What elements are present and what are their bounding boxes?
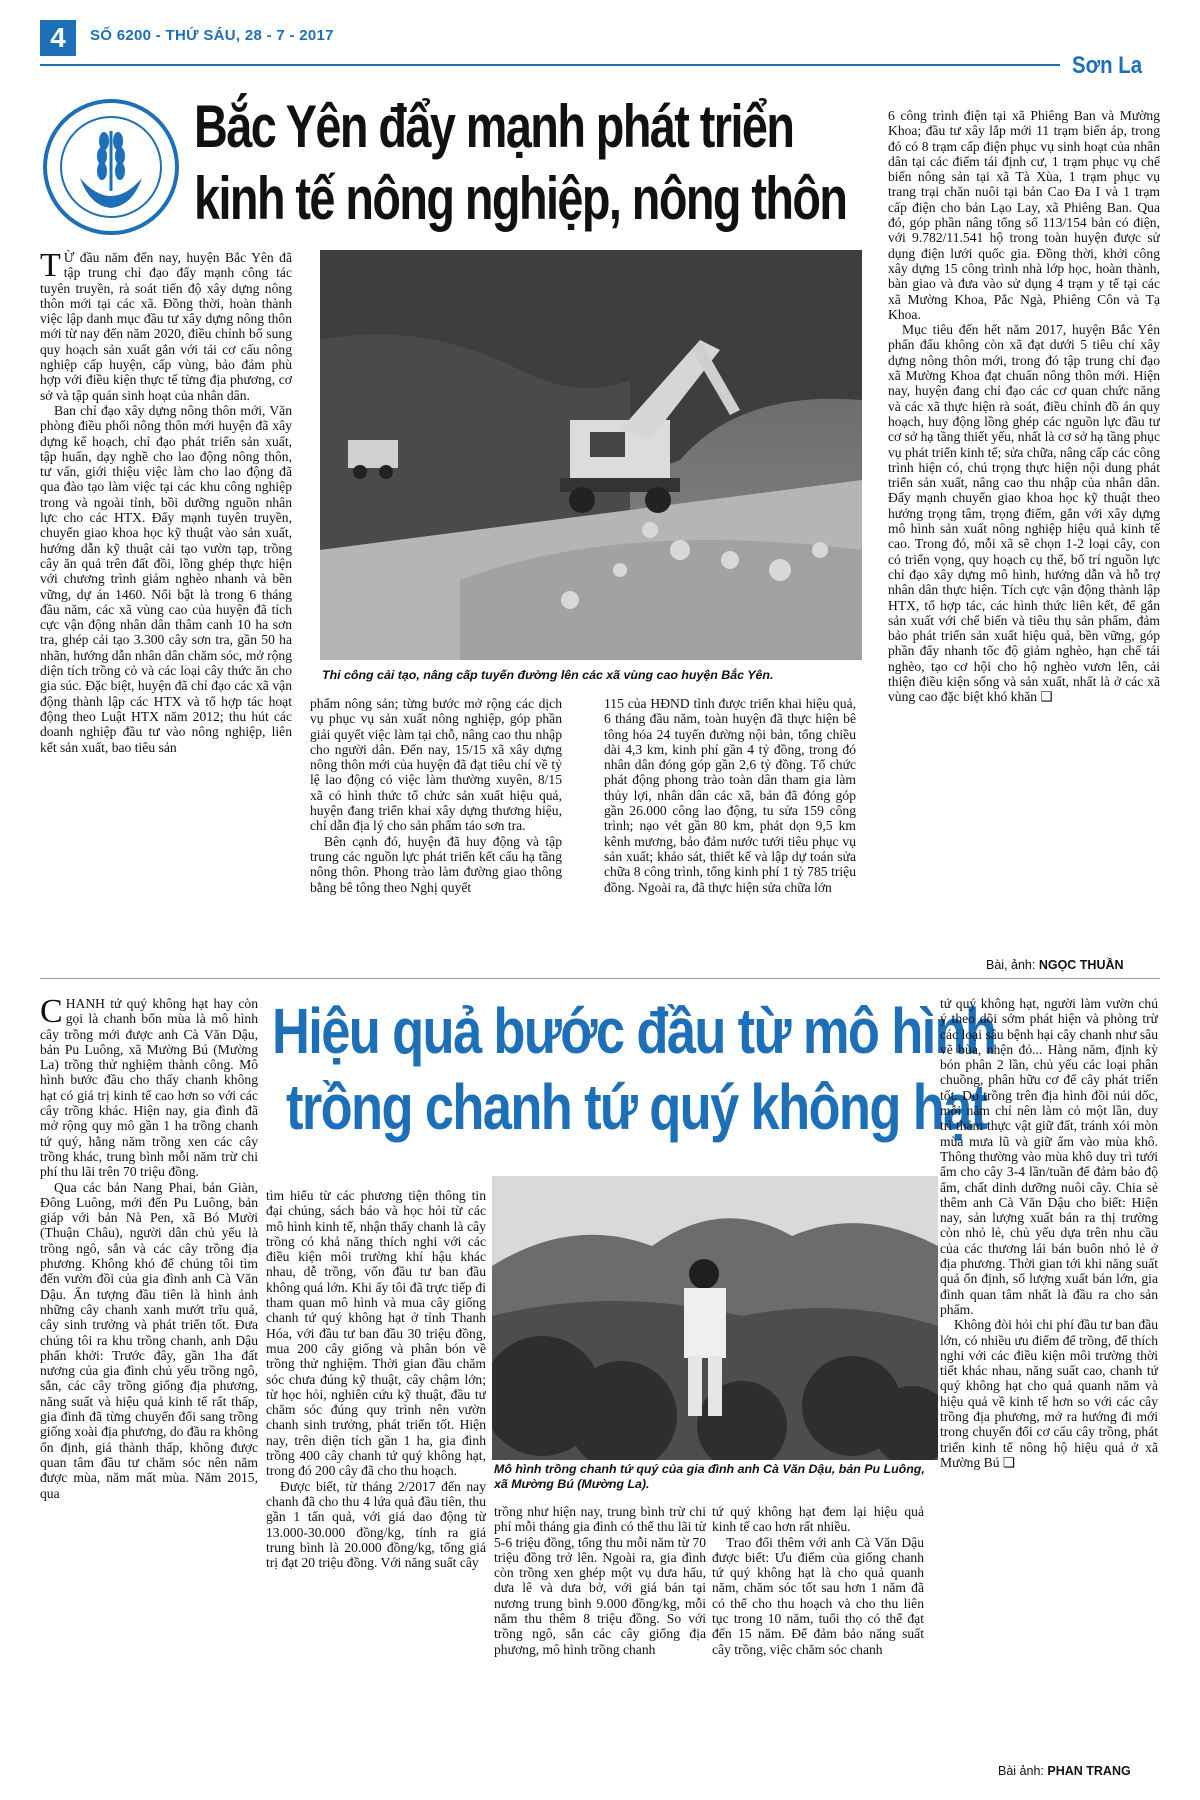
article2-col3-text: trồng như hiện nay, trung bình trừ chi phí mỗi tháng gia đình có thể thu lãi từ 5-6 triệu đồng, tổng thu mỗi năm từ 70 triệu đồng trở lên. Ngoài ra, gia đình còn trồng xen ghép một vụ dưa hấu, dưa lê và dưa bở, với giá bán tại nương trung bình 9.000 đồng/kg, mỗi năm thu thêm 8 triệu đồng. So với trồng ngô, sắn các cây giống địa phương, mô hình trồng chanh [494,1504,706,1657]
article2-column-4 [712,1504,924,1762]
article2-col4-text: tứ quý không hạt đem lại hiệu quả kinh tế cao hơn rất nhiều. [712,1504,924,1535]
article1-col3-text: 115 của HĐND tỉnh được triển khai hiệu quả, 6 tháng đầu năm, toàn huyện đã thực hiện bê tông hóa 24 tuyến đường nội bản, tổng chiều dài 4,3 km, kinh phí gần 4 tỷ đồng, trong đó nhân dân đóng góp gần 2,6 tỷ đồng. Tổ chức phát động phong trào toàn dân tham gia làm thủy lợi, nhân dân các xã, bản đã đóng góp gần 26.000 công lao động, tu sửa 159 công trình; nạo vét gần 80 km, phát dọn 9,5 km kênh mương, bảo đảm nước tưới tiêu phục vụ sản xuất; khảo sát, thiết kế và lập dự toán sửa chữa 8 công trình, tổng kinh phí 1 tỷ 785 triệu đồng. Ngoài ra, đã thực hiện sửa chữa lớn [604,696,856,895]
article1-headline-line1: Bắc Yên đẩy mạnh phát triển [194,93,794,160]
article2-dropcap: C [40,996,63,1030]
issue-line: SỐ 6200 - THỨ SÁU, 28 - 7 - 2017 [90,27,334,44]
article2-column-1 [40,996,258,1762]
article2-byline-label: Bài ảnh: [998,1764,1044,1778]
article2-column-3 [494,1504,706,1762]
excavator-scene-image [320,250,862,660]
article1-byline [986,958,1124,972]
article2-column-5 [940,996,1158,1758]
article1-headline-line2: kinh tế nông nghiệp, nông thôn [194,165,847,232]
article2-headline-line2: trồng chanh tứ quý không hạt [286,1071,987,1143]
article1-column-3 [604,696,856,974]
article2-column-2 [266,1188,486,1762]
article2-byline-author: PHAN TRANG [1047,1764,1131,1778]
article1-column-2 [310,696,562,974]
article1-dropcap: T [40,250,61,284]
article1-photo-caption: Thi công cải tạo, nâng cấp tuyến đường lên các xã vùng cao huyện Bắc Yên. [322,668,774,682]
article2-col4-para2: Trao đổi thêm với anh Cà Văn Dậu được biết: Ưu điểm của giống chanh tứ quý không hạt là cho quả quanh năm, chăm sóc tốt sau hơn 1 năm đã có thể cho thu hoạch và cho thu liên tục trong 10 năm, tuổi thọ có thể đạt đến 15 năm. Để đảm bảo năng suất cây trồng, việc chăm sóc chanh [712,1534,924,1657]
article2-headline-line1: Hiệu quả bước đầu từ mô hình [272,995,996,1067]
article-separator [40,978,1160,979]
article2-col1-para2: Qua các bản Nang Phai, bản Giàn, Đông Luông, mới đến Pu Luông, bản giáp với bản Nà Pen, xã Bó Mười (Thuận Châu), người dân chủ yếu là trồng ngô, sắn và các cây trồng địa phương. Không khó để chúng tôi tìm đến vườn đồi của gia đình anh Cà Văn Dậu. Ấn tượng đầu tiên là hình ảnh những cây chanh xanh mướt trĩu quả, cây sinh trưởng và phát triển tốt. Đưa chúng tôi ra khu trồng chanh, anh Dậu phấn khởi: Trước đây, gần 1ha đất nương của gia đình chủ yếu trồng ngô, sắn, các cây trồng giống địa phương, năng suất và hiệu quả kinh tế rất thấp, gia đình đã từng chuyển đổi sang trồng giống xoài địa phương, do đầu ra không ổn định, giá thành thấp, không được quan tâm đầu tư chăm sóc nên năm được mùa, năm mất mùa. Năm 2015, qua [40,1179,258,1501]
article1-col4-text: 6 công trình điện tại xã Phiêng Ban và Mường Khoa; đầu tư xây lắp mới 11 trạm biến áp, trong đó có 8 trạm cấp điện phục vụ sinh hoạt của nhân dân tại các điểm tái định cư, 1 trạm phục vụ chế biến nông sản tại xã Tà Xùa, 1 trạm phục vụ trang trại chăn nuôi tại bản Cao Đa I và 1 trạm cấp điện cho bản Lạo Lay, xã Phiêng Ban. Qua đó, góp phần nâng tổng số 113/154 bản có điện, với 9.782/11.541 hộ trong toàn huyện được sử dụng điện lưới quốc gia. Đồng thời, khởi công xây dựng 15 công trình nhà lớp học, hoàn thành, bàn giao và đưa vào sử dụng 4 trạm y tế tại các xã Mường Khoa, Pắc Ngà, Phiêng Côn và Tạ Khoa. [888,108,1160,322]
article1-column-4 [888,108,1160,956]
article2-col2-text: tìm hiểu từ các phương tiện thông tin đại chúng, sách báo và học hỏi từ các mô hình kinh tế, nhận thấy chanh là cây trồng có khả năng thích nghi với các điều kiện môi trường khí hậu khác nhau, dễ trồng, vốn đầu tư ban đầu không quá lớn. Khi ấy tôi đã trực tiếp đi tham quan mô hình và mua cây giống chanh tứ quý không hạt ở tỉnh Thanh Hóa, với đầu tư ban đầu 30 triệu đồng, mua 200 cây giống và phân bón về trồng thử nghiệm. Thời gian đầu chăm sóc chưa đúng kỹ thuật, cây chậm lớn; từ học hỏi, nghiên cứu kỹ thuật, đầu tư chăm sóc đúng quy trình nên vườn chanh sinh trưởng, phát triển tốt. Hiện nay, trên diện tích gần 1 ha, gia đình trồng 400 cây chanh tứ quý không hạt, trong đó 200 cây đã cho thu hoạch. [266,1188,486,1479]
article2-col1-text: HANH tứ quý không hạt hay còn gọi là chanh bốn mùa là mô hình cây trồng mới được anh Cà Văn Dậu, bản Pu Luông, xã Mường Bú (Mường La) trồng thử nghiệm thành công. Mô hình bước đầu cho thấy chanh không hạt có giá trị kinh tế cao hơn so với các cây trồng khác. Hiện nay, gia đình đã mở rộng quy mô gần 1 ha trồng chanh tứ quý, hằng năm trồng xen các cây trồng khác, trung bình mỗi năm trừ chi phí thu lãi trên 70 triệu đồng. [40,996,258,1180]
article2-byline [998,1764,1131,1778]
article2-photo-lemon-garden [492,1176,938,1460]
article1-byline-label: Bài, ảnh: [986,958,1036,972]
article2-col5-para2: Không đòi hỏi chi phí đầu tư ban đầu lớn, có nhiều ưu điểm để trồng, để thích nghi với các điều kiện môi trường thời tiết khác nhau, năng suất cao, chanh tứ quý không hạt cho quả quanh năm và hiệu quả về kinh tế hơn so với các cây trồng địa phương, mở ra hướng đi mới trong chuyển đổi cơ cấu cây trồng, phát triển kinh tế nông hộ hiệu quả ở xã Mường Bú ❑ [940,1317,1158,1470]
article1-photo-road-construction [320,250,862,660]
article1-column-1 [40,250,292,972]
article2-photo-caption: Mô hình trồng chanh tứ quý của gia đình anh Cà Văn Dậu, bản Pu Luông, xã Mường Bú (Mường La). [494,1462,925,1491]
article2-col2-para2: Được biết, từ tháng 2/2017 đến nay chanh đã cho thu 4 lứa quả đầu tiên, thu gần 1 tấn quả, với giá dao động từ 13.000-30.000 đồng/kg, tính ra giá trung bình là 20.000 đồng/kg, tổng giá trị đạt 20 triệu đồng. Với năng suất cây [266,1478,486,1571]
page-header [0,0,1200,79]
article1-col1-para2: Ban chỉ đạo xây dựng nông thôn mới, Văn phòng điều phối nông thôn mới huyện đã xây dựng kế hoạch, chỉ đạo phát triển sản xuất, tập huấn, dạy nghề cho lao động nông thôn, tư vấn, giới thiệu việc làm cho lao động đã qua đào tạo làm việc tại các khu công nghiệp trong và ngoài tỉnh, bồi dưỡng nguồn nhân lực cho các HTX. Đẩy mạnh tuyên truyền, chuyển giao khoa học kỹ thuật vào sản xuất, hướng dẫn kỹ thuật cải tạo vườn tạp, trồng cây ăn quả trên đất đồi, lồng ghép thực hiện với chương trình giảm nghèo nhanh và bền vững, dự án 1460. Nổi bật là trong 6 tháng đầu năm, các xã vùng cao của huyện đã tích cực vận động nhân dân thâm canh 10 ha sơn tra, ghép cải tạo 3.300 cây sơn tra, gần 50 ha nhãn, hướng dẫn nhân dân chăm sóc, mở rộng diện tích trồng cỏ và các loại cây thức ăn cho gia súc. Đặc biệt, huyện đã chỉ đạo các xã vận động thành lập các HTX và tổ hợp tác hoạt động theo Luật HTX năm 2012; thu hút các doanh nghiệp đầu tư vào nông nghiệp, liên kết sản xuất, bao tiêu sản [40,402,292,755]
ministry-logo-emblem [40,96,182,238]
lemon-farmer-image [492,1176,938,1460]
article1-col2-para2: Bên cạnh đó, huyện đã huy động và tập trung các nguồn lực phát triển kết cấu hạ tầng nông thôn. Phong trào làm đường giao thông bằng bê tông theo Nghị quyết [310,833,562,895]
article2-col5-text: tứ quý không hạt, người làm vườn chú ý theo dõi sớm phát hiện và phòng trừ các loại sâu bệnh hại cây chanh như sâu vẽ bùa, nhện đỏ... Hàng năm, định kỳ bón phân 2 lần, chủ yếu các loại phân chuồng, phân hữu cơ để cây phát triển tốt. Do trồng trên địa hình đồi núi dốc, mỗi năm chỉ nên làm cỏ một lần, duy trì thảm thực vật giữ đất, tránh xói mòn mùa mưa lũ và giữ ẩm vào mùa khô. Thông thường vào mùa khô duy trì tưới ẩm cho cây 3-4 lần/tuần để đảm bảo độ ẩm, chất dinh dưỡng nuôi cây. Chia sẻ thêm anh Cà Văn Dậu cho biết: Hiện nay, sản lượng xuất bán ra thị trường còn nhỏ lẻ, chủ yếu dựa trên nhu cầu của các thương lái bán buôn nhỏ lẻ ở địa phương. Thời gian tới khi năng suất quả ổn định, số lượng xuất bán lớn, gia đình quan tâm nhất là đầu ra cho sản phẩm. [940,996,1158,1317]
article1-col1-text: Ừ đầu năm đến nay, huyện Bắc Yên đã tập trung chỉ đạo đẩy mạnh công tác tuyên truyền, rà soát tiến độ xây dựng nông thôn mới tại các xã. Đồng thời, hoàn thành việc lập danh mục đầu tư xây dựng nông thôn mới từ nay đến năm 2020, điều chỉnh bổ sung quy hoạch sản xuất gắn với tái cơ cấu nông nghiệp cấp huyện, cấp vùng, bảo đảm phù hợp với điều kiện thực tế từng địa phương, cơ sở và tập quán sinh hoạt của nhân dân. [40,250,292,403]
header-rule [40,64,1060,66]
article1-col2-text: phẩm nông sản; từng bước mở rộng các dịch vụ phục vụ sản xuất nông nghiệp, góp phần giải quyết việc làm tại chỗ, nâng cao thu nhập cho người dân. Đến nay, 15/15 xã xây dựng nông thôn mới của huyện đã đạt tiêu chí về tỷ lệ lao động có việc làm thường xuyên, 8/15 xã có hình thức tổ chức sản xuất hiệu quả, huyện đang triển khai xây dựng thương hiệu, chỉ dẫn địa lý cho sản phẩm táo sơn tra. [310,696,562,834]
page-number-badge: 4 [40,20,76,56]
article1-col4-para2: Mục tiêu đến hết năm 2017, huyện Bắc Yên phấn đấu không còn xã đạt dưới 5 tiêu chí xây dựng nông thôn mới, trong đó tập trung chỉ đạo xã Mường Khoa đạt chuẩn nông thôn mới. Hiện nay, huyện đang chỉ đạo các cơ quan chức năng và các xã thực hiện rà soát, điều chỉnh đồ án quy hoạch, huy động lồng ghép các nguồn lực đầu tư cơ sở hạ tầng thiết yếu, nhất là cơ sở hạ tầng phục vụ phát triển kinh tế; sửa chữa, nâng cấp các công trình hiện có, chú trọng thực hiện nội dung phát triển sản xuất, nâng cao thu nhập của nhân dân. Đẩy mạnh chuyển giao khoa học kỹ thuật theo hướng trọng tâm, trọng điểm, gắn với xây dựng mô hình sản xuất nông nghiệp hiệu quả kinh tế cao. Trong đó, mỗi xã sẽ chọn 1-2 loại cây, con có triển vọng, quy hoạch cụ thể, bố trí nguồn lực chỉ đạo xây dựng mô hình, hướng dẫn và hỗ trợ nhân dân thực hiện. Tích cực vận động thành lập HTX, tổ hợp tác, các hình thức liên kết, để gắn sản xuất với chế biến và tiêu thụ sản phẩm, đảm bảo phát triển sản xuất hiệu quả, bền vững, góp phần đẩy nhanh tốc độ giảm nghèo, hạn chế tái nghèo, tạo cơ hội cho hộ nghèo vươn lên, cải thiện điều kiện sống và sản xuất, nhất là ở các xã vùng cao đặc biệt khó khăn ❑ [888,322,1160,705]
article1-byline-author: NGỌC THUẦN [1038,958,1124,972]
section-name: Sơn La [1072,52,1143,79]
ministry-logo [40,96,182,238]
